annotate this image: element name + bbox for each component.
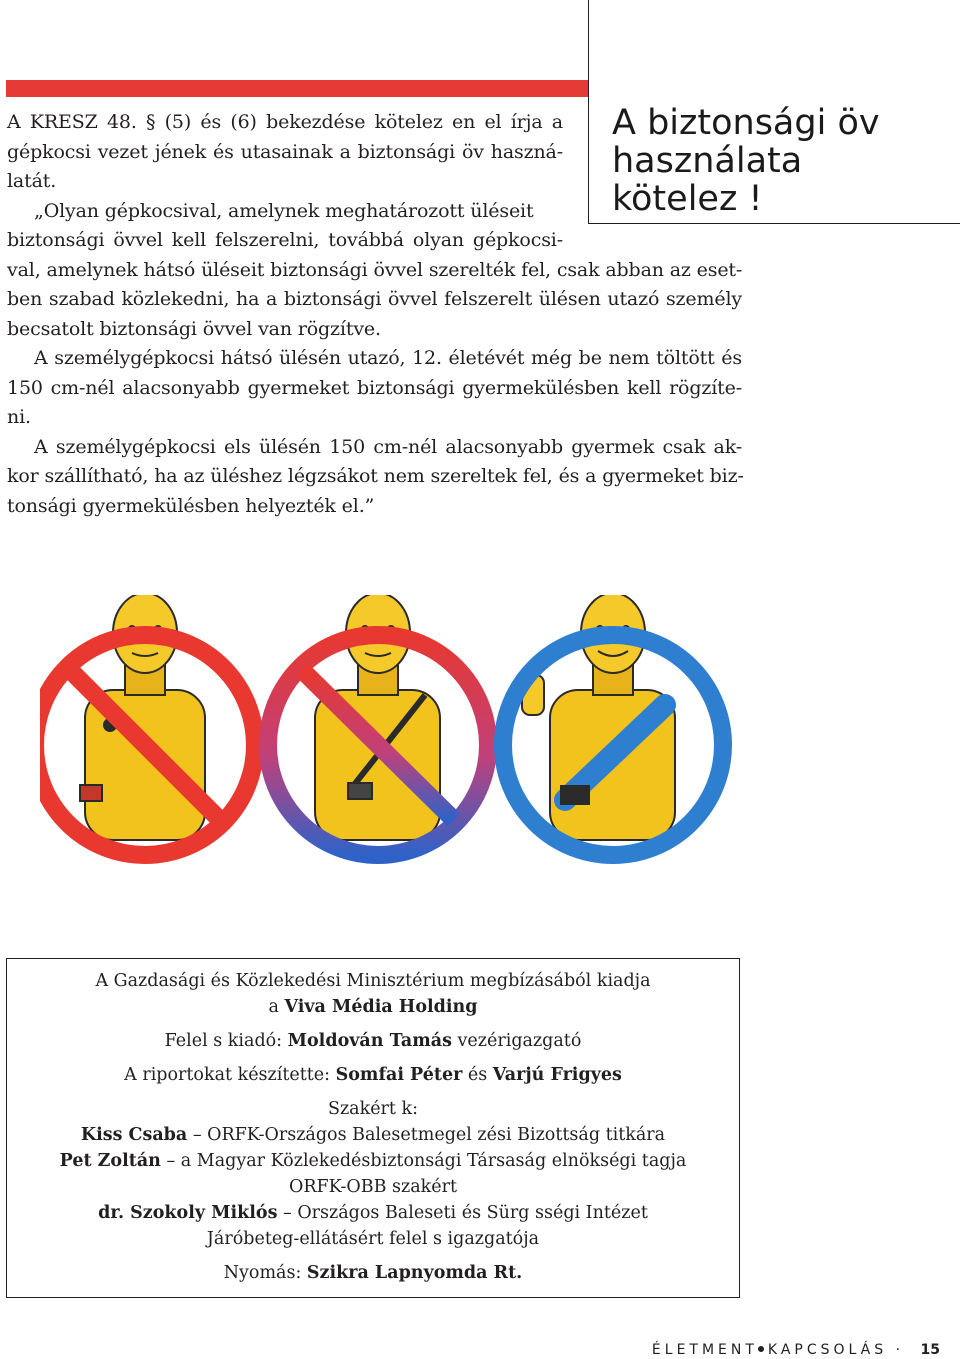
footer-right-word: KAPCSOLÁS [767,1342,888,1358]
credits-name: Somfai Péter [335,1065,463,1085]
body-line: „Olyan gépkocsival, amelynek meghatározott üléseit [34,199,534,222]
credits-expert-3-role: Járóbeteg-ellátásért felel s igazgatója [206,1229,540,1249]
page-number: 15 [920,1342,940,1358]
credits-text: – Országos Baleseti és Sürg sségi Intézet [277,1203,648,1223]
seatbelt-illustration [40,595,760,875]
body-line: A személygépkocsi els ülésén 150 cm-nél alacsonyabb gyermek csak ak- [34,435,742,458]
body-line: gépkocsi vezet jének és utasainak a biztonsági öv haszná- [7,140,563,163]
credits-text: és [462,1065,493,1085]
page-footer [652,1342,940,1358]
title-line-1: A biztonsági öv [612,103,880,143]
credits-name: Pet Zoltán [59,1151,161,1171]
article-body [7,108,742,521]
title-line-3: kötelez ! [612,179,763,219]
body-line: ben szabad közlekedni, ha a biztonsági övvel felszerelt ülésen utazó személy [7,288,742,310]
credits-name: dr. Szokoly Miklós [98,1203,278,1223]
credits-publisher-line: A Gazdasági és Közlekedési Minisztérium megbízásából kiadja [95,971,651,991]
credits-expert-2-role: ORFK-OBB szakért [288,1177,457,1197]
credits-text: – a Magyar Közlekedésbiztonsági Társaság elnökségi tagja [160,1151,687,1171]
credits-name: Szikra Lapnyomda Rt. [306,1263,523,1283]
body-line: 150 cm-nél alacsonyabb gyermeket biztonsági gyermekülésben kell rögzíte- [7,376,742,399]
credits-text: – ORFK-Országos Balesetmegel zési Bizottság titkára [187,1125,666,1145]
body-line: biztonsági övvel kell felszerelni, továbbá olyan gépkocsi- [7,229,563,251]
red-header-bar [6,80,588,97]
credits-reporters [7,1062,739,1088]
credits-text: Felel s kiadó: [164,1031,288,1051]
credits-text: Nyomás: [223,1263,307,1283]
footer-separator: · [895,1342,905,1358]
credits-box [6,958,740,1298]
title-line-2: használata [612,141,803,181]
body-line: A személygépkocsi hátsó ülésén utazó, 12. életévét még be nem töltött és [34,347,742,369]
body-line: val, amelynek hátsó üléseit biztonsági övvel szerelték fel, csak abban az eset- [7,258,743,281]
body-line: A KRESZ 48. § (5) és (6) bekezdése kötelez en el írja a [7,111,563,133]
body-line: kor szállítható, ha az üléshez légzsákot nem szereltek fel, és a gyermeket biz- [7,465,744,487]
footer-left-word: ÉLETMENT [651,1342,758,1358]
bullet-icon [758,1346,764,1352]
body-line: ni. [7,406,31,428]
credits-text: a [268,997,285,1017]
credits-responsible-publisher [7,1028,739,1054]
body-line: latát. [7,170,57,192]
credits-name: Varjú Frigyes [492,1065,622,1085]
credits-text: A riportokat készítette: [124,1065,336,1085]
credits-printer [7,1260,739,1286]
credits-expert-1 [7,1122,739,1148]
credits-expert-2 [7,1148,739,1174]
credits-publisher-name-row [7,994,739,1020]
body-line: becsatolt biztonsági övvel van rögzítve. [7,317,381,340]
credits-name: Moldován Tamás [287,1031,452,1051]
credits-name: Kiss Csaba [80,1125,188,1145]
body-line: tonsági gyermekülésben helyezték el.” [7,494,375,517]
credits-experts-heading: Szakért k: [327,1099,419,1119]
credits-expert-3 [7,1200,739,1226]
credits-name: Viva Média Holding [284,997,478,1017]
credits-text: vezérigazgató [451,1031,582,1051]
